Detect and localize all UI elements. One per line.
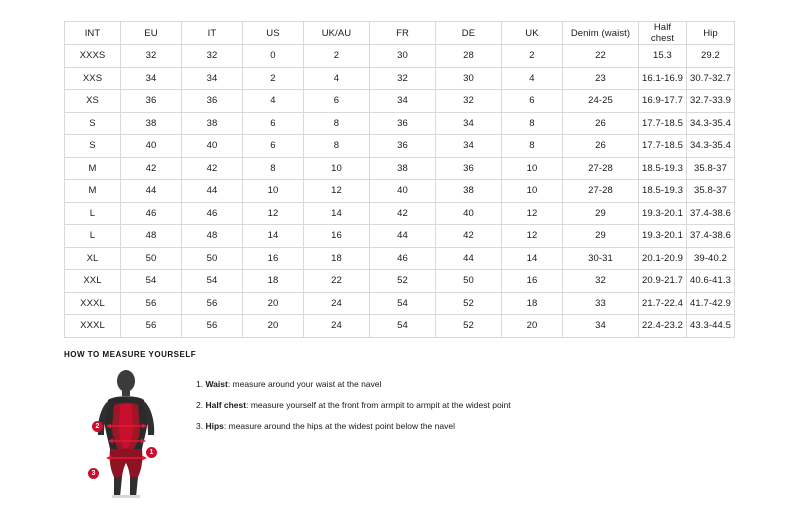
cell-denim-waist: 22 bbox=[563, 45, 639, 68]
cell-fr: 44 bbox=[370, 225, 436, 248]
mannequin-figure bbox=[64, 369, 184, 499]
cell-de: 52 bbox=[436, 292, 502, 315]
cell-us: 20 bbox=[243, 315, 304, 338]
cell-hip: 34.3-35.4 bbox=[687, 135, 735, 158]
cell-de: 52 bbox=[436, 315, 502, 338]
cell-us: 2 bbox=[243, 67, 304, 90]
table-row bbox=[65, 135, 735, 158]
cell-eu: 44 bbox=[121, 180, 182, 203]
cell-ukau: 14 bbox=[304, 202, 370, 225]
cell-us: 14 bbox=[243, 225, 304, 248]
cell-eu: 34 bbox=[121, 67, 182, 90]
cell-uk: 12 bbox=[502, 225, 563, 248]
cell-half-chest: 22.4-23.2 bbox=[639, 315, 687, 338]
cell-us: 6 bbox=[243, 135, 304, 158]
cell-int: L bbox=[65, 225, 121, 248]
cell-hip: 32.7-33.9 bbox=[687, 90, 735, 113]
mannequin-illustration bbox=[64, 369, 184, 499]
cell-it: 36 bbox=[182, 90, 243, 113]
cell-eu: 46 bbox=[121, 202, 182, 225]
cell-us: 20 bbox=[243, 292, 304, 315]
table-row bbox=[65, 247, 735, 270]
cell-it: 34 bbox=[182, 67, 243, 90]
cell-eu: 50 bbox=[121, 247, 182, 270]
note-number-3: 3. bbox=[196, 421, 204, 432]
table-body bbox=[65, 45, 735, 338]
note-text-half-chest: : measure yourself at the front from armpit to armpit at the widest point bbox=[246, 400, 511, 411]
cell-ukau: 4 bbox=[304, 67, 370, 90]
marker-3: 3 bbox=[88, 468, 99, 479]
cell-de: 30 bbox=[436, 67, 502, 90]
cell-half-chest: 20.1-20.9 bbox=[639, 247, 687, 270]
cell-hip: 43.3-44.5 bbox=[687, 315, 735, 338]
cell-denim-waist: 29 bbox=[563, 225, 639, 248]
measure-note-hips bbox=[196, 421, 511, 431]
cell-ukau: 22 bbox=[304, 270, 370, 293]
cell-it: 56 bbox=[182, 292, 243, 315]
cell-hip: 37.4-38.6 bbox=[687, 225, 735, 248]
cell-half-chest: 16.9-17.7 bbox=[639, 90, 687, 113]
cell-fr: 38 bbox=[370, 157, 436, 180]
cell-half-chest: 18.5-19.3 bbox=[639, 157, 687, 180]
cell-half-chest: 15.3 bbox=[639, 45, 687, 68]
cell-uk: 12 bbox=[502, 202, 563, 225]
cell-us: 18 bbox=[243, 270, 304, 293]
cell-eu: 40 bbox=[121, 135, 182, 158]
cell-half-chest: 19.3-20.1 bbox=[639, 202, 687, 225]
table-row bbox=[65, 90, 735, 113]
cell-hip: 41.7-42.9 bbox=[687, 292, 735, 315]
cell-it: 46 bbox=[182, 202, 243, 225]
cell-de: 34 bbox=[436, 135, 502, 158]
column-header-it: IT bbox=[182, 22, 243, 45]
cell-it: 50 bbox=[182, 247, 243, 270]
cell-it: 38 bbox=[182, 112, 243, 135]
cell-int: XXS bbox=[65, 67, 121, 90]
table-row bbox=[65, 315, 735, 338]
cell-us: 12 bbox=[243, 202, 304, 225]
cell-ukau: 2 bbox=[304, 45, 370, 68]
cell-uk: 4 bbox=[502, 67, 563, 90]
cell-ukau: 24 bbox=[304, 315, 370, 338]
cell-int: S bbox=[65, 112, 121, 135]
cell-uk: 14 bbox=[502, 247, 563, 270]
cell-us: 8 bbox=[243, 157, 304, 180]
cell-hip: 29.2 bbox=[687, 45, 735, 68]
cell-denim-waist: 29 bbox=[563, 202, 639, 225]
cell-fr: 40 bbox=[370, 180, 436, 203]
cell-half-chest: 20.9-21.7 bbox=[639, 270, 687, 293]
cell-de: 50 bbox=[436, 270, 502, 293]
cell-denim-waist: 27-28 bbox=[563, 157, 639, 180]
cell-de: 38 bbox=[436, 180, 502, 203]
cell-fr: 52 bbox=[370, 270, 436, 293]
cell-denim-waist: 34 bbox=[563, 315, 639, 338]
cell-half-chest: 21.7-22.4 bbox=[639, 292, 687, 315]
cell-hip: 35.8-37 bbox=[687, 180, 735, 203]
note-term-half-chest: Half chest bbox=[205, 400, 247, 411]
cell-it: 42 bbox=[182, 157, 243, 180]
cell-it: 32 bbox=[182, 45, 243, 68]
cell-int: XS bbox=[65, 90, 121, 113]
table-row bbox=[65, 292, 735, 315]
cell-half-chest: 17.7-18.5 bbox=[639, 112, 687, 135]
cell-eu: 56 bbox=[121, 292, 182, 315]
cell-it: 44 bbox=[182, 180, 243, 203]
measure-notes bbox=[196, 369, 511, 443]
column-header-denim-waist: Denim (waist) bbox=[563, 22, 639, 45]
measure-note-half-chest bbox=[196, 400, 511, 410]
cell-int: XL bbox=[65, 247, 121, 270]
cell-eu: 48 bbox=[121, 225, 182, 248]
cell-hip: 30.7-32.7 bbox=[687, 67, 735, 90]
cell-hip: 34.3-35.4 bbox=[687, 112, 735, 135]
column-header-us: US bbox=[243, 22, 304, 45]
cell-fr: 54 bbox=[370, 292, 436, 315]
cell-it: 40 bbox=[182, 135, 243, 158]
cell-it: 54 bbox=[182, 270, 243, 293]
cell-de: 32 bbox=[436, 90, 502, 113]
cell-int: XXL bbox=[65, 270, 121, 293]
cell-denim-waist: 26 bbox=[563, 135, 639, 158]
cell-us: 16 bbox=[243, 247, 304, 270]
cell-half-chest: 19.3-20.1 bbox=[639, 225, 687, 248]
cell-us: 6 bbox=[243, 112, 304, 135]
cell-uk: 2 bbox=[502, 45, 563, 68]
cell-denim-waist: 27-28 bbox=[563, 180, 639, 203]
cell-half-chest: 16.1-16.9 bbox=[639, 67, 687, 90]
cell-de: 42 bbox=[436, 225, 502, 248]
cell-ukau: 10 bbox=[304, 157, 370, 180]
cell-int: XXXL bbox=[65, 292, 121, 315]
note-text-waist: : measure around your waist at the navel bbox=[227, 379, 382, 389]
cell-denim-waist: 23 bbox=[563, 67, 639, 90]
column-header-eu: EU bbox=[121, 22, 182, 45]
column-header-uk: UK bbox=[502, 22, 563, 45]
table-header-row bbox=[65, 22, 735, 45]
cell-it: 48 bbox=[182, 225, 243, 248]
table-row bbox=[65, 157, 735, 180]
cell-uk: 16 bbox=[502, 270, 563, 293]
cell-uk: 8 bbox=[502, 135, 563, 158]
column-header-hip: Hip bbox=[687, 22, 735, 45]
cell-ukau: 16 bbox=[304, 225, 370, 248]
cell-ukau: 8 bbox=[304, 112, 370, 135]
cell-half-chest: 17.7-18.5 bbox=[639, 135, 687, 158]
cell-de: 28 bbox=[436, 45, 502, 68]
cell-ukau: 8 bbox=[304, 135, 370, 158]
cell-uk: 6 bbox=[502, 90, 563, 113]
how-to-measure-body bbox=[64, 369, 734, 499]
cell-denim-waist: 26 bbox=[563, 112, 639, 135]
cell-fr: 34 bbox=[370, 90, 436, 113]
cell-uk: 20 bbox=[502, 315, 563, 338]
cell-fr: 46 bbox=[370, 247, 436, 270]
cell-fr: 30 bbox=[370, 45, 436, 68]
cell-fr: 42 bbox=[370, 202, 436, 225]
cell-fr: 54 bbox=[370, 315, 436, 338]
cell-int: M bbox=[65, 180, 121, 203]
cell-fr: 32 bbox=[370, 67, 436, 90]
cell-us: 0 bbox=[243, 45, 304, 68]
how-to-measure-title: HOW TO MEASURE YOURSELF bbox=[64, 350, 197, 359]
cell-hip: 39-40.2 bbox=[687, 247, 735, 270]
cell-ukau: 6 bbox=[304, 90, 370, 113]
cell-hip: 37.4-38.6 bbox=[687, 202, 735, 225]
column-header-ukau: UK/AU bbox=[304, 22, 370, 45]
cell-de: 44 bbox=[436, 247, 502, 270]
column-header-int: INT bbox=[65, 22, 121, 45]
marker-1: 1 bbox=[146, 447, 157, 458]
cell-uk: 8 bbox=[502, 112, 563, 135]
cell-us: 10 bbox=[243, 180, 304, 203]
cell-hip: 40.6-41.3 bbox=[687, 270, 735, 293]
table-row bbox=[65, 45, 735, 68]
cell-de: 34 bbox=[436, 112, 502, 135]
cell-eu: 32 bbox=[121, 45, 182, 68]
cell-de: 40 bbox=[436, 202, 502, 225]
table-row bbox=[65, 112, 735, 135]
cell-eu: 54 bbox=[121, 270, 182, 293]
cell-denim-waist: 33 bbox=[563, 292, 639, 315]
size-chart-container bbox=[64, 21, 734, 338]
how-to-measure-section bbox=[64, 350, 734, 499]
column-header-de: DE bbox=[436, 22, 502, 45]
cell-eu: 42 bbox=[121, 157, 182, 180]
cell-int: XXXL bbox=[65, 315, 121, 338]
cell-ukau: 18 bbox=[304, 247, 370, 270]
cell-half-chest: 18.5-19.3 bbox=[639, 180, 687, 203]
table-row bbox=[65, 225, 735, 248]
note-number-1: 1. bbox=[196, 379, 204, 389]
cell-eu: 36 bbox=[121, 90, 182, 113]
cell-hip: 35.8-37 bbox=[687, 157, 735, 180]
table-row bbox=[65, 180, 735, 203]
cell-ukau: 12 bbox=[304, 180, 370, 203]
cell-denim-waist: 32 bbox=[563, 270, 639, 293]
cell-int: L bbox=[65, 202, 121, 225]
table-row bbox=[65, 202, 735, 225]
cell-eu: 38 bbox=[121, 112, 182, 135]
cell-it: 56 bbox=[182, 315, 243, 338]
cell-uk: 10 bbox=[502, 157, 563, 180]
cell-int: XXXS bbox=[65, 45, 121, 68]
column-header-half-chest: Half chest bbox=[639, 22, 687, 45]
cell-ukau: 24 bbox=[304, 292, 370, 315]
cell-fr: 36 bbox=[370, 112, 436, 135]
cell-int: S bbox=[65, 135, 121, 158]
cell-int: M bbox=[65, 157, 121, 180]
table-row bbox=[65, 270, 735, 293]
note-text-hips: : measure around the hips at the widest point below the navel bbox=[223, 421, 455, 432]
table-header bbox=[65, 22, 735, 45]
note-term-waist: Waist bbox=[205, 379, 228, 389]
size-chart-table bbox=[64, 21, 735, 338]
marker-2: 2 bbox=[92, 421, 103, 432]
cell-denim-waist: 24-25 bbox=[563, 90, 639, 113]
note-term-hips: Hips bbox=[205, 421, 224, 432]
column-header-fr: FR bbox=[370, 22, 436, 45]
cell-fr: 36 bbox=[370, 135, 436, 158]
measure-note-waist bbox=[196, 379, 511, 389]
cell-uk: 18 bbox=[502, 292, 563, 315]
cell-de: 36 bbox=[436, 157, 502, 180]
cell-us: 4 bbox=[243, 90, 304, 113]
table-row bbox=[65, 67, 735, 90]
cell-denim-waist: 30-31 bbox=[563, 247, 639, 270]
cell-eu: 56 bbox=[121, 315, 182, 338]
cell-uk: 10 bbox=[502, 180, 563, 203]
note-number-2: 2. bbox=[196, 400, 204, 411]
